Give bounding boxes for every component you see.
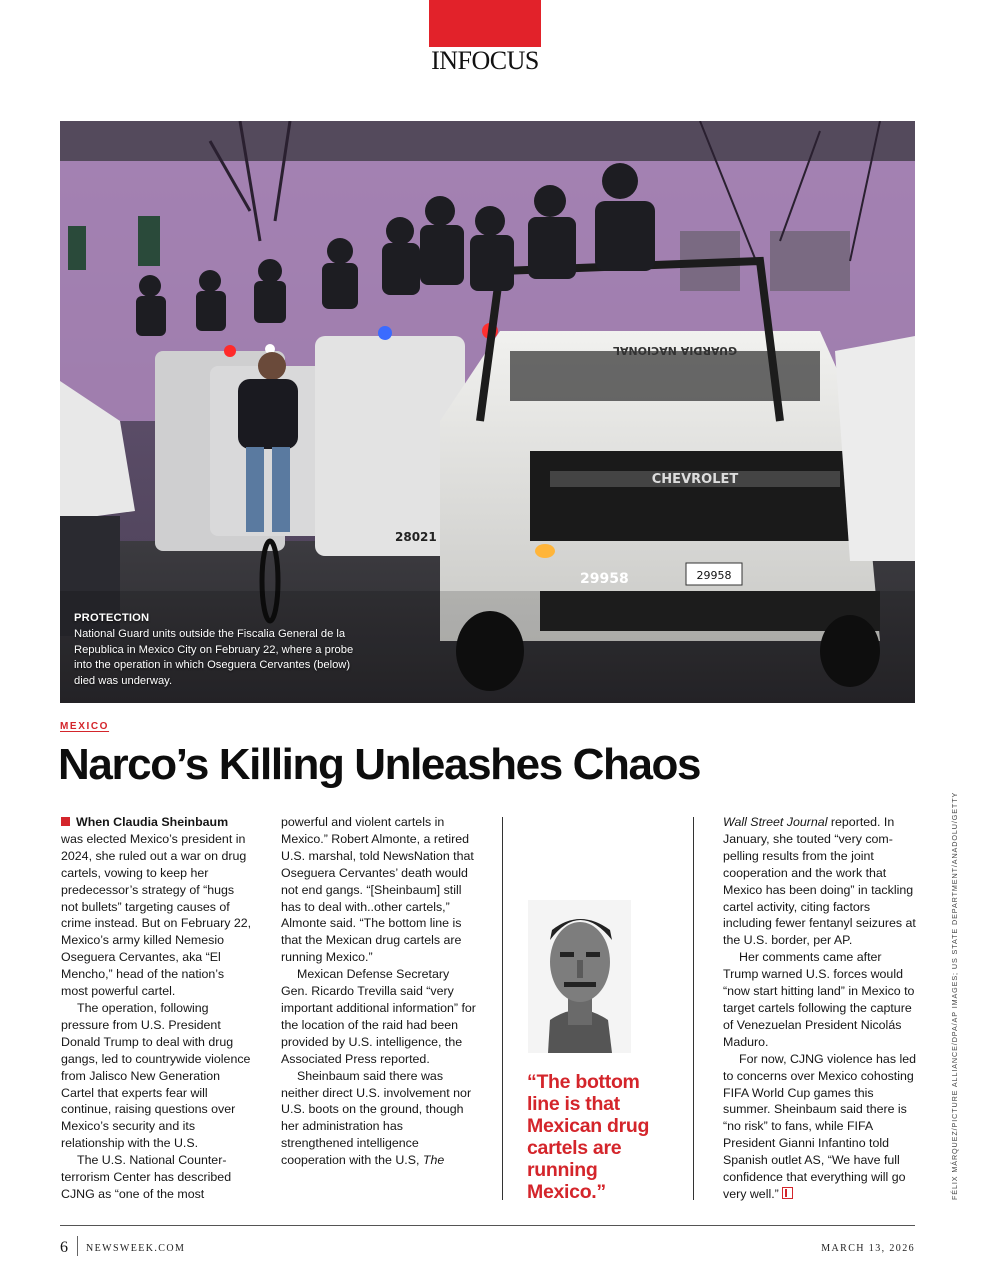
article-column-1 [61, 814, 253, 1203]
paragraph-text: was elected Mexico’s president in 2024, she ruled out a war on drug cartels, vowing to keep her predecessor’s strategy of “hugs not bullets” targeting causes of crime instead. But on February 22, Mexico’s army killed Nemesio Oseguera Cervantes, aka “El Mencho,” head of the nation’s most powerful cartel. [61, 831, 252, 999]
paragraph: The U.S. National Counterterrorism Center has described CJNG as “one of the most [61, 1153, 232, 1201]
truck-door-text: GUARDIA NACIONAL [612, 344, 738, 357]
paragraph-text: For now, CJNG violence has led to concerns over Mexico cohosting FIFA World Cup games this summer. Sheinbaum said there is “no risk” to fans, while FIFA President Gianni Infantino told Spanish outlet AS, “We have full confidence that everything will go very well.” [723, 1051, 916, 1201]
end-mark-icon [782, 1187, 793, 1199]
photo-caption [74, 611, 354, 690]
portrait-illustration [528, 900, 631, 1053]
paragraph: The operation, following pressure from U.S. President Donald Trump to deal with drug gangs, led to countrywide violence from Jalisco New Generation Cartel that experts fear will continue, raising questions over Mexico’s security and its relationship with the U.S. [61, 1000, 251, 1151]
publication-name: The [422, 1153, 445, 1168]
pull-quote [515, 1071, 665, 1203]
paragraph: Mexican Defense Secretary Gen. Ricardo Trevilla said “very important additional information” for the location of the raid had been provided by U.S. intelligence, the Associated Press reported. [281, 967, 476, 1066]
truck-number-2: 28021 [395, 530, 437, 544]
portrait-photo [528, 900, 631, 1053]
paragraph [281, 1068, 477, 1169]
section-title: INFOCUS [431, 46, 539, 75]
paragraph [61, 814, 253, 1000]
site-name[interactable]: NEWSWEEK.COM [86, 1243, 186, 1254]
truck-number: 29958 [580, 571, 629, 587]
article-column-2 [281, 814, 477, 1169]
column-divider [693, 817, 694, 1200]
pull-quote-text: “The bottom line is that Mexican drug cartels are running Mexico.” [527, 1071, 650, 1203]
column-divider [502, 817, 503, 1200]
page-number: 6 [60, 1239, 68, 1256]
article-kicker[interactable]: MEXICO [60, 721, 110, 732]
issue-date: MARCH 13, 2026 [821, 1243, 915, 1254]
truck-plate: 29958 [696, 569, 732, 582]
truck-grille: CHEVROLET [651, 472, 739, 487]
footer-separator [77, 1236, 78, 1256]
caption-text: National Guard units outside the Fiscalia General de la Republica in Mexico City on February 22, where a probe into the operation in which Oseguera Cervantes (below) died was underway. [74, 627, 354, 688]
footer-rule [60, 1225, 915, 1226]
paragraph-text: Sheinbaum said there was neither direct U.S. involvement nor U.S. boots on the ground, though her administration has strengthened intelligence cooperation with the U.S, [281, 1068, 472, 1168]
paragraph-text: reported. In January, she touted “very compelling results from the joint cooperation and the work that Mexico has been doing” in tackling cartel activity, citing factors including fewer fentanyl seizures at the U.S. border, per AP. [723, 815, 916, 948]
photo-credit: FÉLIX MÁRQUEZ/PICTURE ALLIANCE/DPA/AP IMAGES; US STATE DEPARTMENT/ANADOLU/GETTY [950, 791, 959, 1200]
hero-photo [60, 121, 915, 703]
lead-square-icon [61, 817, 70, 826]
section-accent-bar [429, 0, 541, 47]
publication-name: Wall Street Journal [723, 815, 828, 829]
article-headline: Narco’s Killing Unleashes Chaos [58, 740, 701, 789]
lead-in: When Claudia Sheinbaum [76, 815, 229, 829]
paragraph: powerful and violent cartels in Mexico.” Robert Almonte, a retired U.S. marshal, told NewsNation that Oseguera Cervantes’ death would not end gangs. “[Sheinbaum] still has to deal with..other cartels,” Almonte said. “The bottom line is that the Mexican drug cartels are running Mexico.” [281, 815, 474, 965]
paragraph [723, 1051, 919, 1203]
caption-label: PROTECTION [74, 612, 150, 624]
paragraph [723, 814, 919, 949]
paragraph: Her comments came after Trump warned U.S. forces would “now start hitting land” in Mexico to target cartels following the capture of Venezuelan President Nicolás Maduro. [723, 950, 915, 1049]
article-column-4 [723, 814, 919, 1203]
